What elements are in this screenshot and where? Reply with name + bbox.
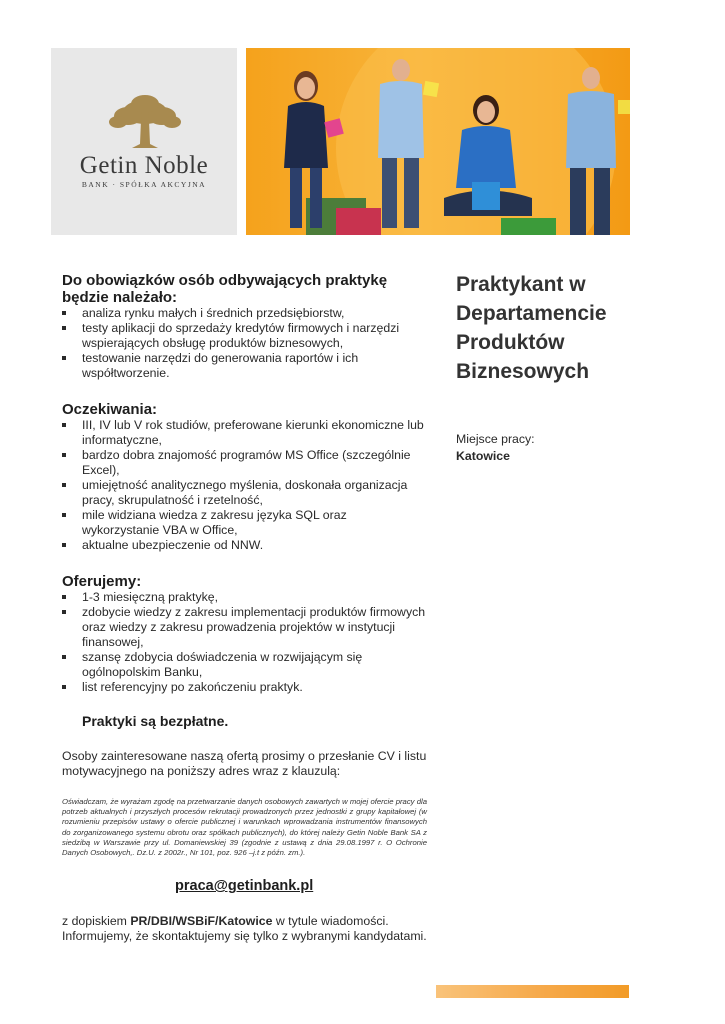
consent-clause: Oświadczam, że wyrażam zgodę na przetwarzanie danych osobowych zawartych w mojej ofercie pracy dla potrzeb aktualnych i przyszłych procesów rekrutacji prowadzonych przez jednostki z grupy kapitałowej (w rozumieniu przepisów ustawy o ofercie publicznej i warunkach wprowadzania instrumentów finansowych do zorganizowanego systemu obrotu oraz spółkach publicznych), do której należy Getin Noble Bank SA z siedzibą w Warszawie przy ul. Domaniewskiej 39 (zgodnie z ustawą z dnia 29.08.1997 r. O Ochronie Danych Osobowych,. Dz.U. z 2002r., Nr 101, poz. 926 –j.t z późn. zm.). <box>62 797 427 858</box>
location-value: Katowice <box>456 449 510 463</box>
location-label: Miejsce pracy: <box>456 432 535 446</box>
oak-tree-icon <box>106 92 184 152</box>
closing-prefix: z dopiskiem <box>62 914 131 929</box>
offer-section <box>62 573 427 695</box>
job-title-line: Departamencie <box>456 302 607 325</box>
closing-suffix: w tytule wiadomości. <box>272 914 389 929</box>
list-item: bardzo dobra znajomość programów MS Office (szczególnie Excel), <box>62 448 427 478</box>
invitation-text: Osoby zainteresowane naszą ofertą prosimy o przesłanie CV i listu motywacyjnego na poniższy adres wraz z klauzulą: <box>62 749 427 778</box>
footer-accent-bar <box>436 985 629 998</box>
list-item: analiza rynku małych i średnich przedsiębiorstw, <box>62 306 427 321</box>
list-item: III, IV lub V rok studiów, preferowane kierunki ekonomiczne lub informatyczne, <box>62 418 427 448</box>
offer-heading: Oferujemy: <box>62 573 142 590</box>
job-details <box>62 272 427 944</box>
reference-code: PR/DBI/WSBiF/Katowice <box>130 914 273 929</box>
logo-subtitle: BANK · SPÓŁKA AKCYJNA <box>81 180 207 189</box>
job-title-line: Praktykant w <box>456 273 586 296</box>
job-summary <box>456 270 636 463</box>
job-title <box>456 270 636 386</box>
list-item: aktualne ubezpieczenie od NNW. <box>62 538 427 553</box>
hero-photo <box>246 48 630 235</box>
list-item: szansę zdobycia doświadczenia w rozwijającym się ogólnopolskim Banku, <box>62 650 427 680</box>
list-item: list referencyjny po zakończeniu praktyk. <box>62 680 427 695</box>
company-logo <box>51 48 237 235</box>
logo-text: Getin Noble <box>79 152 209 179</box>
email-link[interactable]: praca@getinbank.pl <box>175 878 314 895</box>
duties-list <box>62 306 427 381</box>
list-item: testowanie narzędzi do generowania raportów i ich współtworzenie. <box>62 351 427 381</box>
list-item: mile widziana wiedza z zakresu języka SQL oraz wykorzystanie VBA w Office, <box>62 508 427 538</box>
job-title-line: Biznesowych <box>456 360 590 383</box>
closing-line-2: Informujemy, że skontaktujemy się tylko z wybranymi kandydatami. <box>62 929 427 944</box>
offer-list <box>62 590 427 695</box>
list-item: testy aplikacji do sprzedaży kredytów firmowych i narzędzi wspierających obsługę produktów biznesowych, <box>62 321 427 351</box>
expectations-heading: Oczekiwania: <box>62 401 158 418</box>
expectations-section <box>62 401 427 553</box>
list-item: umiejętność analitycznego myślenia, doskonała organizacja pracy, skrupulatność i rzetelność, <box>62 478 427 508</box>
expectations-list <box>62 418 427 553</box>
duties-section <box>62 272 427 381</box>
duties-heading: Do obowiązków osób odbywających praktykę będzie należało: <box>62 272 388 306</box>
unpaid-note: Praktyki są bezpłatne. <box>82 713 229 729</box>
list-item: zdobycie wiedzy z zakresu implementacji produktów firmowych oraz wiedzy z zakresu prowadzenia projektów w instytucji finansowej, <box>62 605 427 650</box>
closing-text <box>62 914 427 944</box>
job-title-line: Produktów <box>456 331 565 354</box>
list-item: 1-3 miesięczną praktykę, <box>62 590 427 605</box>
